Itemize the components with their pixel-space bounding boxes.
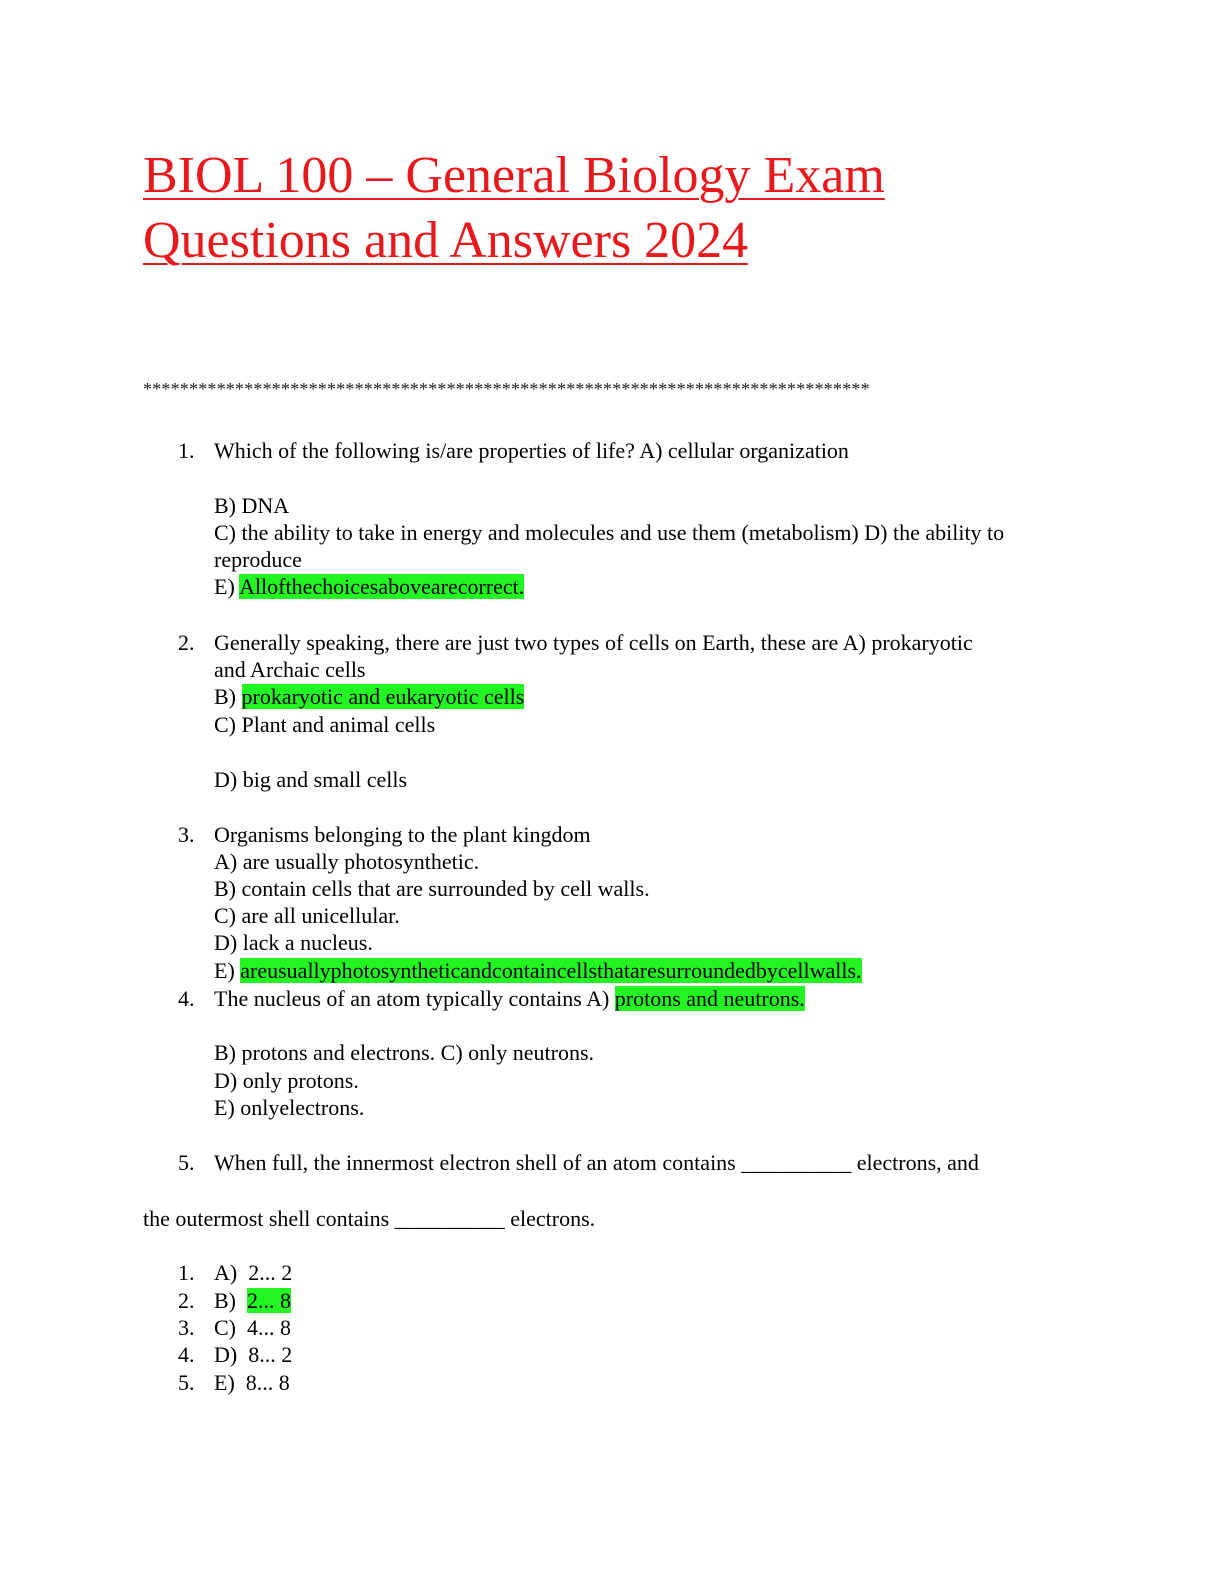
answer-option: B) DNA <box>214 493 290 518</box>
option-number: 3. <box>178 1315 195 1340</box>
option-number: 1. <box>178 1260 195 1285</box>
answer-option-correct <box>214 957 862 984</box>
option-letter: E) <box>214 1370 235 1395</box>
option-letter: B) <box>214 1288 236 1313</box>
option-value: 2... 2 <box>248 1260 293 1285</box>
option-number: 5. <box>178 1370 195 1395</box>
answer-option: D) lack a nucleus. <box>214 930 373 955</box>
question-stem: Generally speaking, there are just two types of cells on Earth, these are A) prokaryotic <box>214 630 973 655</box>
question-number: 5. <box>178 1150 195 1175</box>
option-value: 8... 2 <box>248 1342 293 1367</box>
question-stem-continued: the outermost shell contains __________ electrons. <box>143 1206 596 1231</box>
answer-option: D) only protons. <box>214 1068 359 1093</box>
question-stem: Which of the following is/are properties of life? A) cellular organization <box>214 438 849 463</box>
answer-option-correct <box>214 573 524 600</box>
answer-option: D) big and small cells <box>214 767 408 792</box>
answer-option <box>214 1259 292 1286</box>
option-letter: A) <box>214 1260 238 1285</box>
question-stem <box>214 985 805 1012</box>
option-letter: D) <box>214 1342 238 1367</box>
page-title-line-2: Questions and Answers 2024 <box>143 212 749 269</box>
option-letter: E) <box>214 958 241 983</box>
separator-asterisks: ******************************************************************************* <box>143 379 870 399</box>
highlighted-answer: 2... 8 <box>247 1288 291 1313</box>
answer-option: E) onlyelectrons. <box>214 1095 365 1120</box>
answer-option-correct <box>214 1287 291 1314</box>
answer-option: C) Plant and animal cells <box>214 712 436 737</box>
answer-option: C) are all unicellular. <box>214 903 400 928</box>
answer-option <box>214 1369 290 1396</box>
option-value: 8... 8 <box>245 1370 290 1395</box>
page-title-line-1: BIOL 100 – General Biology Exam <box>143 147 885 204</box>
question-stem: Organisms belonging to the plant kingdom <box>214 822 591 847</box>
highlighted-answer: areusuallyphotosyntheticandcontaincellsthataresurroundedbycellwalls. <box>240 958 862 983</box>
answer-option: B) contain cells that are surrounded by cell walls. <box>214 876 650 901</box>
question-stem: When full, the innermost electron shell of an atom contains __________ electrons, and <box>214 1150 979 1175</box>
option-value: 4... 8 <box>247 1315 291 1340</box>
option-letter: B) <box>214 684 242 709</box>
question-number: 1. <box>178 438 195 463</box>
question-stem-text: The nucleus of an atom typically contains A) <box>214 986 615 1011</box>
highlighted-answer: prokaryotic and eukaryotic cells <box>241 684 525 709</box>
highlighted-answer: protons and neutrons. <box>614 986 805 1011</box>
question-number: 2. <box>178 630 195 655</box>
answer-option-continued: reproduce <box>214 547 302 572</box>
answer-option: B) protons and electrons. C) only neutrons. <box>214 1040 595 1065</box>
question-number: 4. <box>178 986 195 1011</box>
option-letter: C) <box>214 1315 236 1340</box>
answer-option: A) are usually photosynthetic. <box>214 849 480 874</box>
question-stem-continued: and Archaic cells <box>214 657 366 682</box>
question-number: 3. <box>178 822 195 847</box>
option-number: 2. <box>178 1288 195 1313</box>
highlighted-answer: Allofthechoicesabovearecorrect. <box>239 574 525 599</box>
answer-option-correct <box>214 683 524 710</box>
answer-option <box>214 1314 291 1341</box>
option-letter: E) <box>214 574 240 599</box>
answer-option: C) the ability to take in energy and molecules and use them (metabolism) D) the ability to <box>214 520 1005 545</box>
answer-option <box>214 1341 292 1368</box>
option-number: 4. <box>178 1342 195 1367</box>
